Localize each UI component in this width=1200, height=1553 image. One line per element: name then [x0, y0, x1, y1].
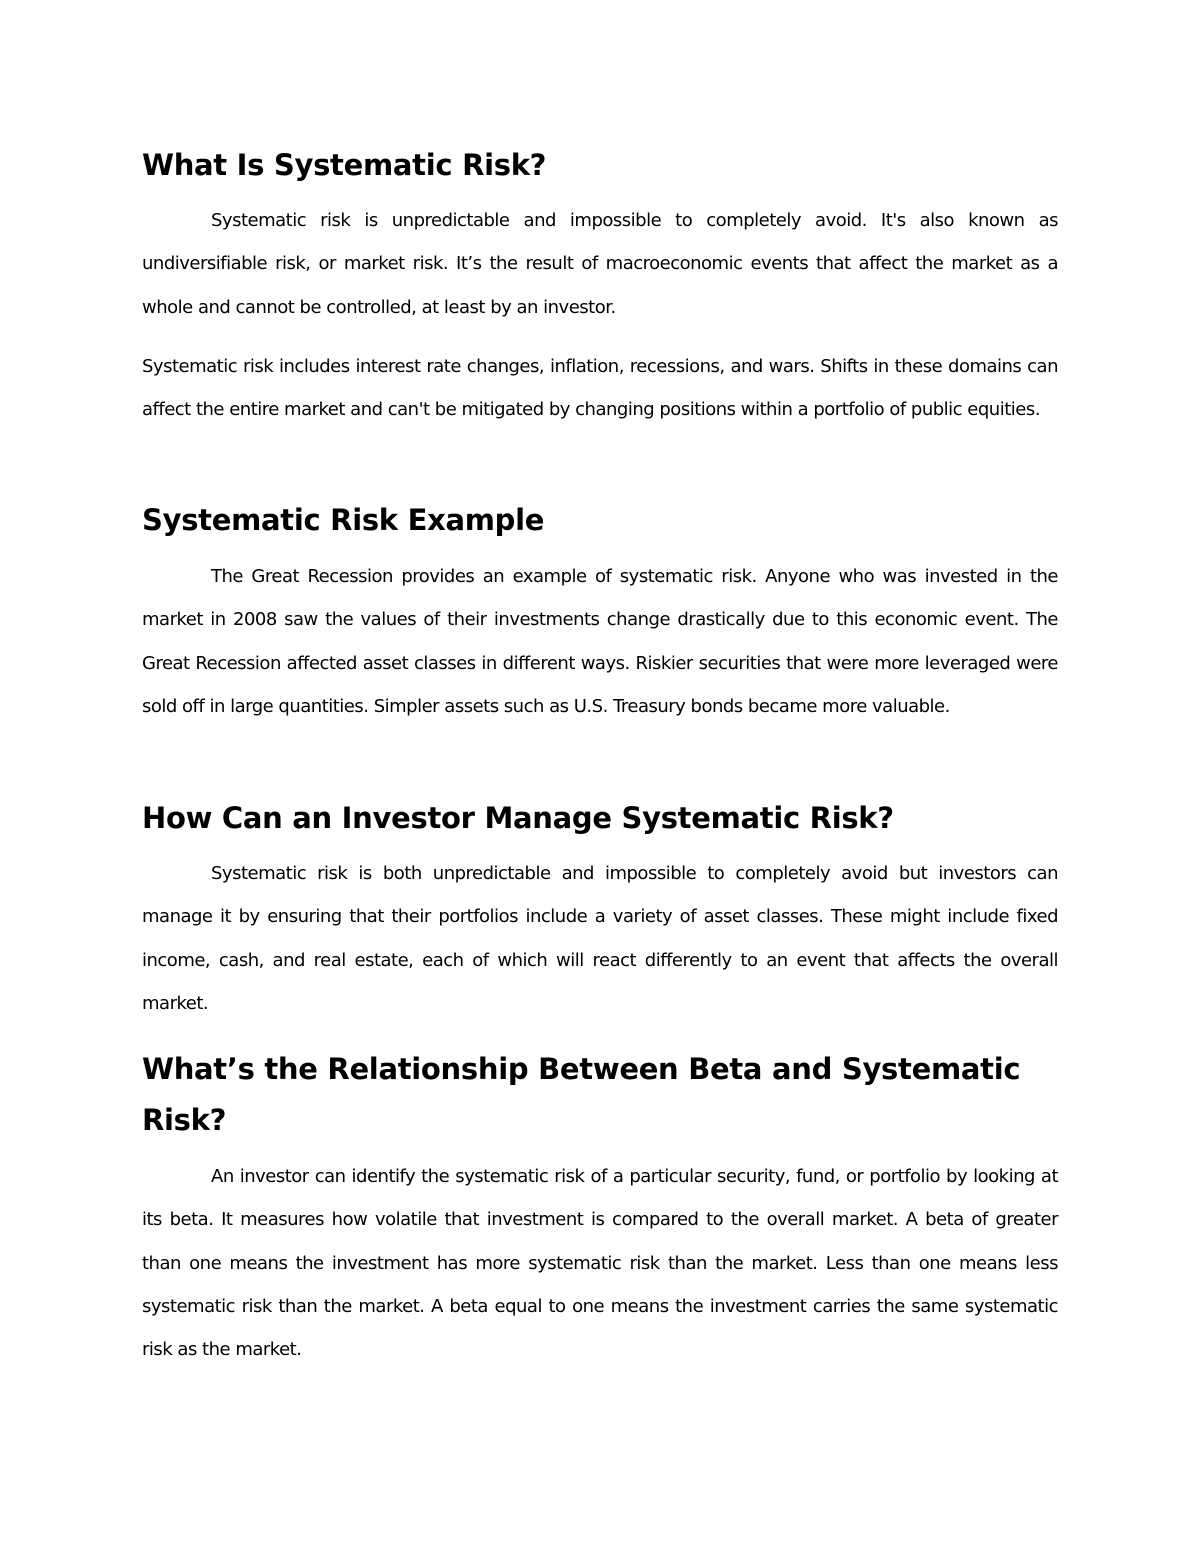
paragraph-beta: An investor can identify the systematic risk of a particular security, fund, or portfolio by looking at its beta. It measures how volatile that investment is compared to the overall market. A beta of greater than one means the investment has more systematic risk than the market. Less than one means less systematic risk than the market. A beta equal to one means the investment carries the same systematic risk as the market.	[142, 1166, 1058, 1361]
section-heading-systematic-risk-example: Systematic Risk Example	[142, 503, 545, 537]
section-heading-beta-relationship: What’s the Relationship Between Beta and Systematic Risk?	[142, 1052, 1021, 1137]
section-heading-what-is-systematic-risk: What Is Systematic Risk?	[142, 148, 547, 182]
paragraph-includes: Systematic risk includes interest rate changes, inflation, recessions, and wars. Shifts in these domains can affect the entire market and can't be mitigated by changing positions within a portfolio of public equities.	[142, 356, 1058, 421]
paragraph-great-recession: The Great Recession provides an example of systematic risk. Anyone who was invested in the market in 2008 saw the values of their investments change drastically due to this economic event. The Great Recession affected asset classes in different ways. Riskier securities that were more leveraged were sold off in large quantities. Simpler assets such as U.S. Treasury bonds became more valuable.	[142, 566, 1058, 717]
paragraph-definition: Systematic risk is unpredictable and impossible to completely avoid. It's also known as undiversifiable risk, or market risk. It’s the result of macroeconomic events that affect the market as a whole and cannot be controlled, at least by an investor.	[142, 210, 1058, 318]
section-heading-manage-systematic-risk: How Can an Investor Manage Systematic Risk?	[142, 801, 894, 835]
paragraph-manage: Systematic risk is both unpredictable and impossible to completely avoid but investors can manage it by ensuring that their portfolios include a variety of asset classes. These might include fixed income, cash, and real estate, each of which will react differently to an event that affects the overall market.	[142, 863, 1058, 1014]
